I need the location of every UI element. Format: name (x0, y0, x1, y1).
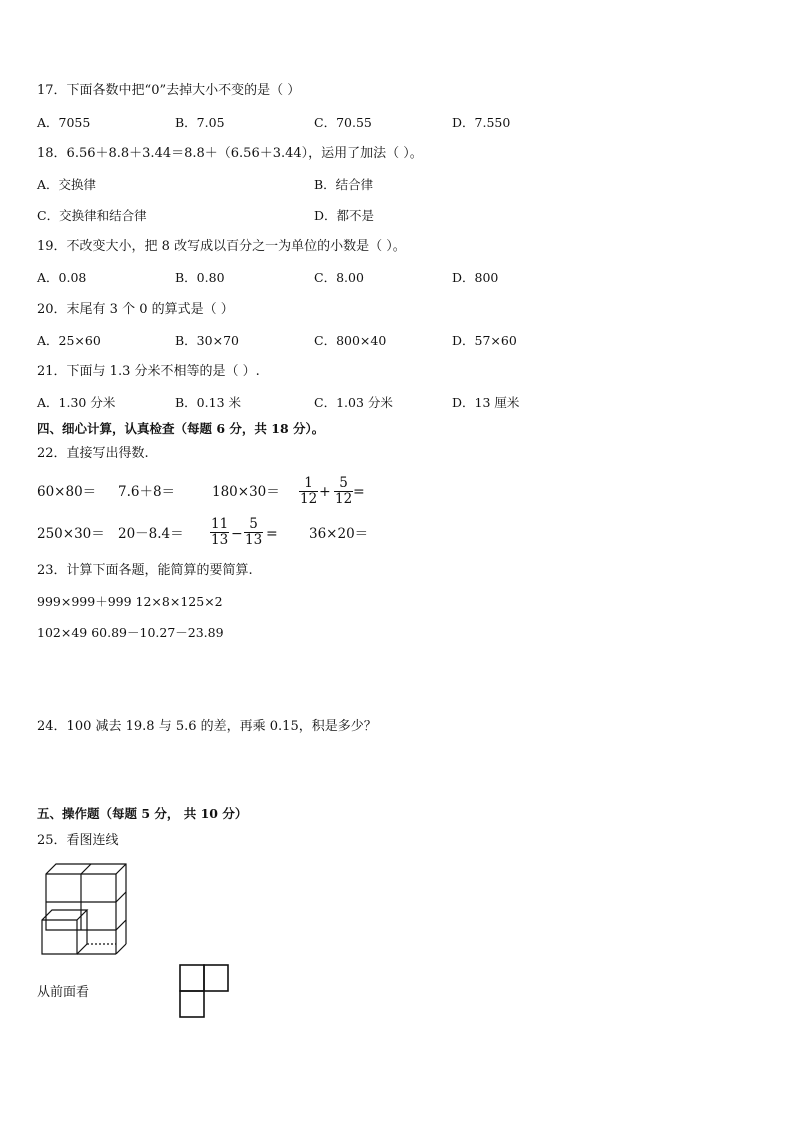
q17-option-c: C．70.55 (314, 115, 372, 130)
q22-stem: 22．直接写出得数. (37, 446, 149, 461)
denominator: 13 (245, 532, 263, 548)
denominator: 12 (335, 491, 353, 507)
q25-stem: 25．看图连线 (37, 833, 119, 848)
q21-option-c: C．1.03 分米 (314, 395, 393, 410)
numerator: 11 (211, 516, 229, 532)
q22-item-5: 250×30＝ (37, 526, 105, 542)
numerator: 1 (304, 475, 313, 491)
q19-option-d: D．800 (452, 270, 499, 285)
q20-option-c: C．800×40 (314, 333, 387, 348)
q17-option-b: B．7.05 (175, 115, 225, 130)
front-view-label: 从前面看 (37, 985, 90, 1000)
q18-stem: 18．6.56＋8.8＋3.44＝8.8＋（6.56＋3.44），运用了加法（ ）。 (37, 146, 423, 161)
q22-fraction-2-b (244, 517, 263, 548)
denominator: 13 (211, 532, 229, 548)
plus-operator: + (319, 484, 331, 500)
q20-option-a: A．25×60 (37, 333, 101, 348)
equals-sign: = (266, 526, 278, 542)
q20-option-d: D．57×60 (452, 333, 517, 348)
q21-stem: 21．下面与 1.3 分米不相等的是（ ）. (37, 364, 260, 379)
q22-fraction-2-a (210, 517, 229, 548)
numerator: 5 (249, 516, 258, 532)
q20-stem: 20．末尾有 3 个 0 的算式是（ ） (37, 302, 234, 317)
front-view-shape (178, 963, 232, 1021)
q22-fraction-1-b (334, 476, 353, 507)
q24-stem: 24．100 减去 19.8 与 5.6 的差，再乘 0.15，积是多少？ (37, 719, 377, 734)
section-5-title: 五、操作题（每题 5 分， 共 10 分） (37, 806, 248, 821)
q18-option-b: B．结合律 (314, 177, 374, 192)
minus-operator: − (231, 526, 243, 542)
q22-item-8: 36×20＝ (309, 526, 369, 542)
q19-option-c: C．8.00 (314, 270, 364, 285)
q21-option-a: A．1.30 分米 (37, 395, 116, 410)
q19-stem: 19．不改变大小，把 8 改写成以百分之一为单位的小数是（ ）。 (37, 239, 406, 254)
q22-item-3: 180×30＝ (212, 484, 280, 500)
q22-fraction-1-a (299, 476, 318, 507)
q21-option-b: B．0.13 米 (175, 395, 241, 410)
q17-stem: 17．下面各数中把“0”去掉大小不变的是（ ） (37, 83, 301, 98)
section-4-title: 四、细心计算，认真检查（每题 6 分，共 18 分）。 (37, 421, 325, 436)
q17-option-a: A．7055 (37, 115, 91, 130)
cube-stack-figure (36, 858, 132, 958)
q23-line-1: 999×999＋999 12×8×125×2 (37, 594, 223, 609)
q22-item-2: 7.6＋8＝ (118, 484, 176, 500)
q22-item-6: 20－8.4＝ (118, 526, 184, 542)
q18-option-a: A．交换律 (37, 177, 97, 192)
q20-option-b: B．30×70 (175, 333, 239, 348)
q23-line-2: 102×49 60.89－10.27－23.89 (37, 625, 224, 640)
denominator: 12 (300, 491, 318, 507)
q18-option-d: D．都不是 (314, 208, 375, 223)
numerator: 5 (339, 475, 348, 491)
q18-option-c: C．交换律和结合律 (37, 208, 147, 223)
q23-stem: 23．计算下面各题，能简算的要简算. (37, 563, 253, 578)
q19-option-a: A．0.08 (37, 270, 87, 285)
q22-item-1: 60×80＝ (37, 484, 97, 500)
q17-option-d: D．7.550 (452, 115, 511, 130)
q19-option-b: B．0.80 (175, 270, 225, 285)
q21-option-d: D．13 厘米 (452, 395, 520, 410)
equals-sign: = (353, 484, 365, 500)
